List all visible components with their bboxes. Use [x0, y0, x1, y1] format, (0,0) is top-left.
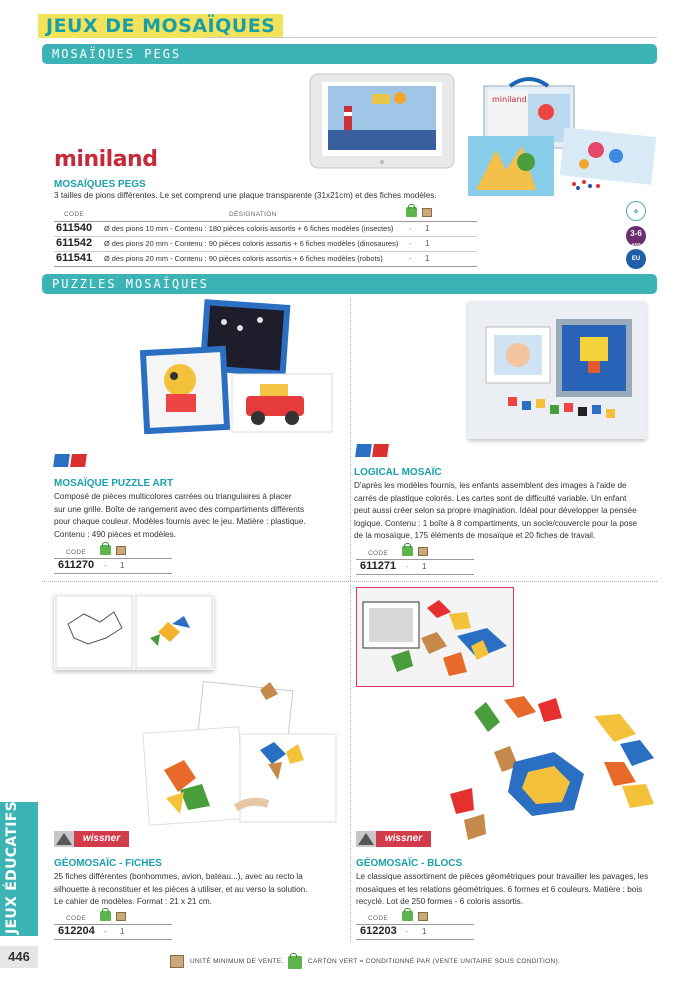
pegs-row-designation: Ø des pions 10 mm - Contenu : 180 pièces coloris assortis + 6 fiches modèles (insectes) [104, 224, 394, 233]
carton-vert-icon [402, 546, 413, 556]
column-divider [350, 298, 351, 581]
page-title: JEUX DE MOSAÏQUES [38, 14, 283, 38]
row-divider [42, 581, 657, 582]
recycle-badge: ♻ [626, 201, 646, 221]
col-header-designation: DÉSIGNATION [229, 211, 277, 218]
carton-vert-icon [288, 956, 302, 969]
pegs-row-designation: Ø des pions 20 mm - Contenu : 90 pièces coloris assortis + 6 fiches modèles (dinosaures) [104, 239, 399, 248]
pegs-row-qty: 1 [425, 224, 430, 233]
carton-vert-icon [406, 207, 417, 217]
pegs-row-dash: - [409, 254, 412, 263]
pegs-row-qty: 1 [425, 239, 430, 248]
col-header-code: CODE [64, 211, 84, 218]
logical-mosaic-image [468, 301, 646, 439]
pegs-box-image [466, 70, 658, 198]
product-code: 612203 [360, 925, 397, 937]
product-desc-geo-fiches: 25 fiches différentes (bonhommes, avion, bateau...), avec au recto la silhouette à reconstituer et les pièces à utiliser, et au verso la solution. Le cahier de modèles. Format : 21 x 21 cm. [54, 872, 308, 907]
product-title-logical: LOGICAL MOSAÏC [354, 467, 442, 478]
carton-vert-icon [100, 545, 111, 555]
geo-fiches-sheet-image [54, 594, 214, 670]
eu-badge: EU [626, 249, 646, 269]
pegs-row-designation: Ø des pions 20 mm - Contenu : 90 pièces coloris assortis + 6 fiches modèles (robots) [104, 254, 383, 263]
product-code: 611270 [58, 559, 95, 571]
legend-carton: CARTON VERT = CONDITIONNÉ PAR (VENTE UNITAIRE SOUS CONDITION). [308, 958, 561, 965]
pegs-row-code: 611541 [56, 252, 93, 264]
tablet-image [308, 72, 456, 170]
geo-fiches-image [140, 680, 340, 830]
carton-vert-icon [100, 911, 111, 921]
pegs-row-dash: - [409, 224, 412, 233]
unit-box-icon [170, 955, 184, 968]
puzzle-art-code-table: CODE 611270 - 1 [54, 545, 172, 575]
product-title-geo-blocs: GÉOMOSAÏC - BLOCS [356, 858, 463, 869]
brand-logo-wissner: wissner [356, 831, 431, 847]
product-title-geo-fiches: GÉOMOSAÏC - FICHES [54, 858, 162, 869]
product-desc-geo-blocs: Le classique assortiment de pièces géométriques pour travailler les pavages, les mosaïques et les relations géométriques. 6 formes et 6 couleurs. Matière : bois recyclé. Lot de 250 formes - 6 coloris assortis. [356, 872, 649, 907]
column-divider [350, 585, 351, 943]
svg-text:miniland: miniland [492, 95, 527, 104]
product-title-pegs: MOSAÏQUES PEGS [54, 179, 146, 190]
unit-box-icon [418, 547, 428, 556]
geo-fiches-code-table: CODE 612204 - 1 [54, 911, 172, 941]
unit-box-icon [422, 208, 432, 217]
title-divider [205, 37, 657, 38]
product-desc-puzzle-art: Composé de pièces multicolores carrées ou triangulaires à placer sur une grille. Boîte de rangement avec des compartiments différents pour chaque couleur. Modèles fournis avec le jeu. Matière : plastique. Contenu : 490 pièces et modèles. [54, 492, 306, 539]
product-desc-pegs: 3 tailles de pions différentes. Le set comprend une plaque transparente (31x21cm) et des fiches modèles. [54, 191, 437, 200]
product-desc-logical: D'après les modèles fournis, les enfants assemblent des images à l'aide de carrés de plastique colorés. Les cartes sont de difficulté variable. Un enfant peut aussi créer selon sa propre imagination. Idéal pour développer la pensée logique. Contenu : 1 boîte à 8 compartiments, un socle/couvercle pour la pose de la mosaïque, 175 éléments de mosaïque et 20 fiches de travail. [354, 481, 638, 541]
pegs-row-qty: 1 [425, 254, 430, 263]
puzzle-art-image [140, 298, 340, 438]
pegs-row-dash: - [409, 239, 412, 248]
unit-box-icon [418, 912, 428, 921]
brand-logo-wissner: wissner [54, 831, 129, 847]
geo-blocs-image [444, 692, 658, 844]
unit-box-icon [116, 912, 126, 921]
pegs-row-code: 611540 [56, 222, 93, 234]
section-bar-puzzles: PUZZLES MOSAÏQUES [42, 274, 657, 294]
age-badge: 3-6 ANS [626, 226, 646, 246]
logical-code-table: CODE 611271 - 1 [356, 546, 474, 576]
unit-box-icon [116, 546, 126, 555]
legend-unit: UNITÉ MINIMUM DE VENTE. [190, 958, 284, 965]
spine-label: JEUX ÉDUCATIFS [4, 801, 20, 934]
page-number: 446 [0, 946, 38, 968]
product-code: 612204 [58, 925, 95, 937]
brand-logo-miniland: miniland [54, 147, 158, 172]
pegs-row-code: 611542 [56, 237, 93, 249]
section-bar-pegs: MOSAÏQUES PEGS [42, 44, 657, 64]
carton-vert-icon [402, 911, 413, 921]
product-title-puzzle-art: MOSAÏQUE PUZZLE ART [54, 478, 174, 489]
logical-icon [54, 452, 88, 468]
logical-icon [356, 442, 390, 458]
geo-blocs-code-table: CODE 612203 - 1 [356, 911, 474, 941]
pegs-table [54, 208, 477, 270]
product-code: 611271 [360, 560, 397, 572]
geo-blocs-box-image [356, 587, 514, 687]
